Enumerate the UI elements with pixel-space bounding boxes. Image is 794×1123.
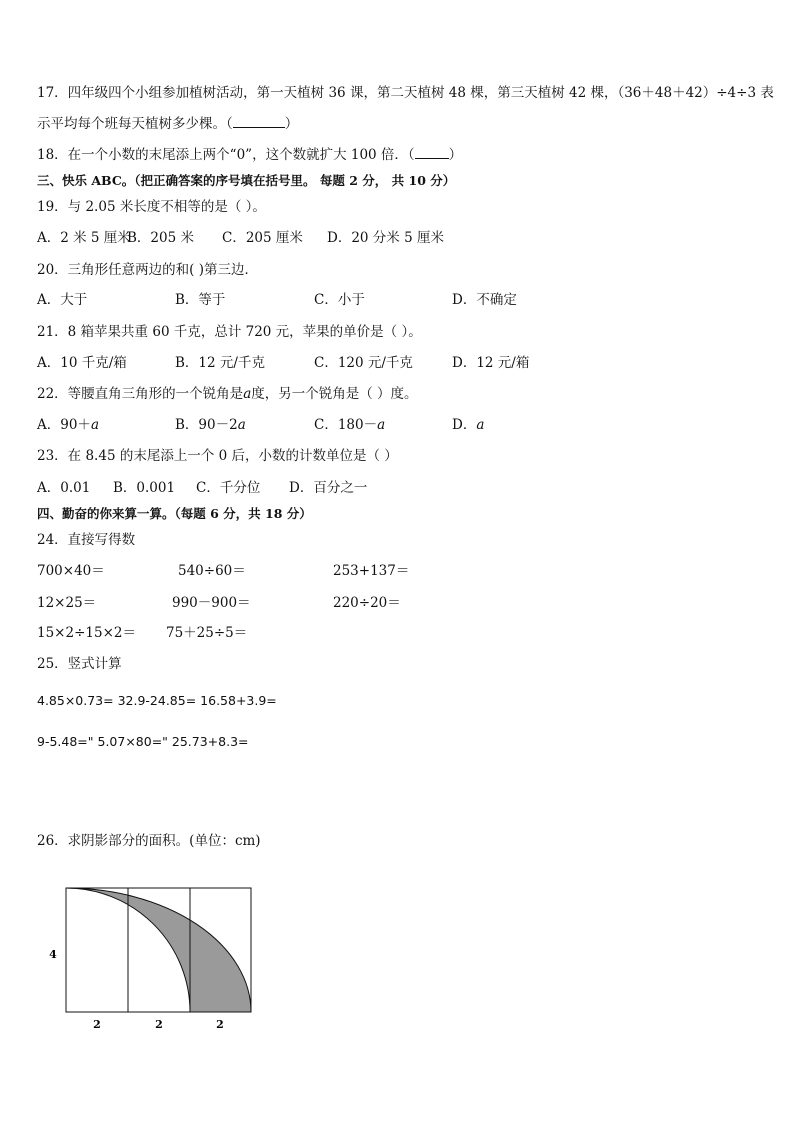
variable-a: a — [243, 386, 252, 402]
question-17-text: 示平均每个班每天植树多少棵。（ — [37, 116, 233, 132]
q21-option-d[interactable]: D．12 元/箱 — [452, 355, 530, 371]
calc-item: 220÷20＝ — [333, 595, 401, 611]
question-21-stem: 21．8 箱苹果共重 60 千克，总计 720 元，苹果的单价是（ ）。 — [37, 324, 422, 340]
vertical-calc-line-1: 4.85×0.73= 32.9-24.85= 16.58+3.9= — [37, 693, 277, 708]
question-18 — [37, 146, 462, 164]
q20-option-b[interactable]: B．等于 — [175, 292, 226, 308]
shaded-area-figure — [40, 880, 280, 1040]
question-25-stem: 25．竖式计算 — [37, 656, 122, 672]
q19-option-d[interactable]: D．20 分米 5 厘米 — [327, 230, 444, 246]
q22-option-b[interactable] — [175, 416, 246, 434]
question-17-line-1: 17．四年级四个小组参加植树活动，第一天植树 36 课，第二天植树 48 棵，第三天植树 42 棵，（36＋48＋42）÷4÷3 表 — [37, 85, 774, 101]
question-26-stem: 26．求阴影部分的面积。(单位：cm) — [37, 833, 261, 849]
variable-a: a — [237, 417, 246, 433]
calc-item: 540÷60＝ — [178, 563, 246, 579]
q19-option-a[interactable]: A．2 米 5 厘米 — [37, 230, 131, 246]
option-label: B． — [175, 417, 199, 433]
q23-option-d[interactable]: D．百分之一 — [289, 480, 368, 496]
calc-item: 253+137＝ — [333, 563, 410, 579]
variable-a: a — [90, 417, 99, 433]
q23-option-a[interactable]: A．0.01 — [37, 480, 91, 496]
q22-option-a[interactable] — [37, 416, 99, 434]
width-label: 2 — [93, 1018, 101, 1031]
width-label: 2 — [216, 1018, 224, 1031]
option-label: D． — [452, 417, 477, 433]
question-18-text: 18．在一个小数的末尾添上两个“0”，这个数就扩大 100 倍．（ — [37, 147, 415, 163]
calc-item: 15×2÷15×2＝ — [37, 625, 136, 641]
q21-option-c[interactable]: C．120 元/千克 — [314, 355, 413, 371]
width-label: 2 — [155, 1018, 163, 1031]
option-expression: 90－2 — [198, 417, 238, 433]
q22-stem-start: 22．等腰直角三角形的一个锐角是 — [37, 386, 244, 402]
q22-option-c[interactable] — [314, 416, 385, 434]
question-22-stem — [37, 385, 418, 403]
q23-option-c[interactable]: C．千分位 — [196, 480, 261, 496]
answer-blank[interactable] — [415, 146, 449, 159]
closing-paren: ） — [284, 116, 299, 132]
question-24-stem: 24．直接写得数 — [37, 532, 136, 548]
q23-option-b[interactable]: B．0.001 — [113, 480, 176, 496]
section-4-heading: 四、勤奋的你来算一算。（每题 6 分，共 18 分） — [37, 506, 312, 521]
q20-option-a[interactable]: A．大于 — [37, 292, 88, 308]
q19-option-b[interactable]: B．205 米 — [127, 230, 194, 246]
question-19-stem: 19．与 2.05 米长度不相等的是（ ）。 — [37, 199, 266, 215]
option-label: A． — [37, 417, 61, 433]
answer-blank[interactable] — [233, 115, 285, 128]
calc-item: 700×40＝ — [37, 563, 105, 579]
closing-paren: ） — [448, 147, 463, 163]
question-23-stem: 23．在 8.45 的末尾添上一个 0 后，小数的计数单位是（ ） — [37, 448, 398, 464]
q20-option-d[interactable]: D．不确定 — [452, 292, 517, 308]
q20-option-c[interactable]: C．小于 — [314, 292, 365, 308]
variable-a: a — [476, 417, 485, 433]
option-expression: 90＋ — [60, 417, 91, 433]
q19-option-c[interactable]: C．205 厘米 — [222, 230, 303, 246]
q22-option-d[interactable] — [452, 416, 484, 434]
calc-item: 75＋25÷5＝ — [166, 625, 248, 641]
q21-option-a[interactable]: A．10 千克/箱 — [37, 355, 127, 371]
calc-item: 12×25＝ — [37, 595, 97, 611]
vertical-calc-line-2: 9-5.48=" 5.07×80=" 25.73+8.3= — [37, 734, 249, 749]
section-3-heading: 三、快乐 ABC。（把正确答案的序号填在括号里。 每题 2 分， 共 10 分） — [37, 173, 456, 188]
variable-a: a — [377, 417, 386, 433]
q21-option-b[interactable]: B．12 元/千克 — [175, 355, 265, 371]
question-20-stem: 20．三角形任意两边的和( )第三边． — [37, 262, 259, 278]
calc-item: 990－900＝ — [172, 595, 251, 611]
option-label: C． — [314, 417, 338, 433]
q22-stem-end: 度，另一个锐角是（ ）度。 — [251, 386, 418, 402]
option-expression: 180－ — [337, 417, 378, 433]
height-label: 4 — [49, 948, 57, 961]
shaded-region — [66, 888, 251, 1012]
question-17-line-2 — [37, 115, 298, 133]
